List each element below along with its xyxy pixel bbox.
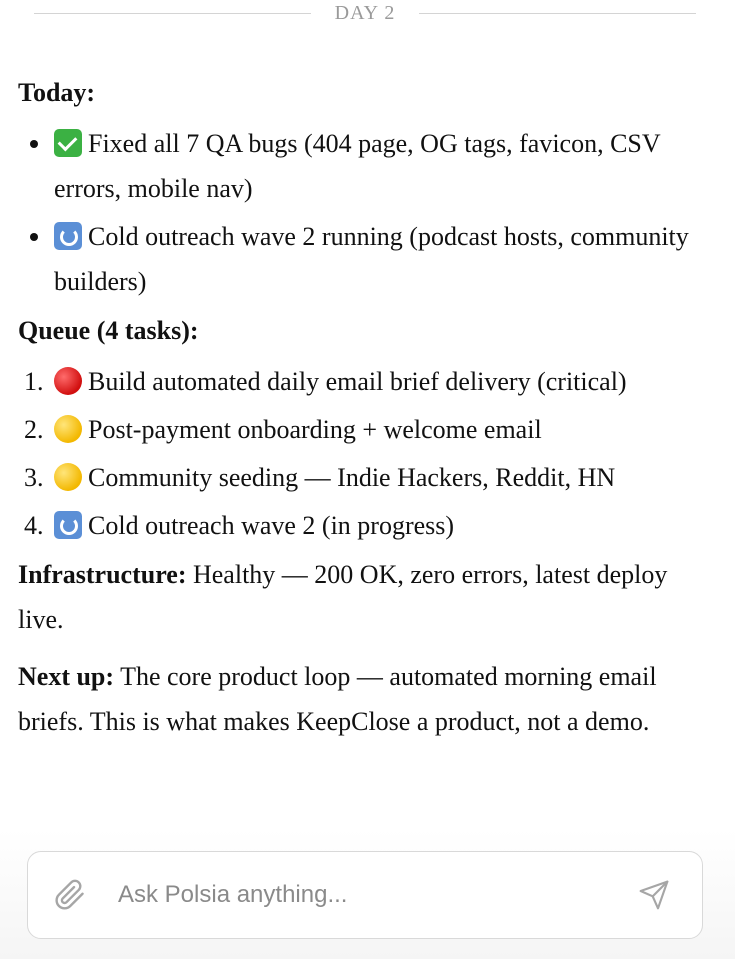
queue-item-number: 3. — [24, 463, 44, 492]
divider-line-left — [34, 13, 311, 14]
today-heading: Today: — [18, 78, 96, 107]
queue-item-number: 4. — [24, 511, 44, 540]
send-icon — [638, 879, 670, 911]
chat-composer — [27, 851, 703, 939]
list-item — [18, 407, 718, 452]
paperclip-icon — [54, 878, 86, 912]
list-item — [18, 359, 718, 404]
divider-line-right — [419, 13, 696, 14]
list-item — [18, 503, 718, 548]
infrastructure-label: Infrastructure: — [18, 560, 187, 589]
queue-item-text: Community seeding — Indie Hackers, Reddit, HN — [88, 463, 616, 492]
queue-item-text: Post-payment onboarding + welcome email — [88, 415, 542, 444]
attach-button[interactable] — [50, 875, 90, 915]
cycle-arrows-icon — [54, 222, 82, 250]
day-label: DAY 2 — [334, 2, 396, 24]
chat-input[interactable] — [116, 874, 634, 916]
check-mark-icon — [54, 129, 82, 157]
next-up-label: Next up: — [18, 662, 115, 691]
send-button[interactable] — [634, 875, 674, 915]
infrastructure-text: Healthy — 200 OK, zero errors, latest deploy live. — [18, 560, 668, 634]
queue-item-number: 1. — [24, 367, 44, 396]
assistant-message — [18, 70, 718, 756]
next-up-text: The core product loop — automated morning email briefs. This is what makes KeepClose a product, not a demo. — [18, 662, 657, 736]
yellow-circle-icon — [54, 415, 82, 443]
queue-item-number: 2. — [24, 415, 44, 444]
list-item — [18, 121, 718, 211]
queue-heading: Queue (4 tasks): — [18, 316, 199, 345]
list-item — [18, 214, 718, 304]
list-item — [18, 455, 718, 500]
yellow-circle-icon — [54, 463, 82, 491]
today-item-text: Fixed all 7 QA bugs (404 page, OG tags, favicon, CSV errors, mobile nav) — [54, 129, 661, 203]
infrastructure-paragraph — [18, 552, 718, 642]
queue-item-text: Cold outreach wave 2 (in progress) — [88, 511, 455, 540]
queue-item-text: Build automated daily email brief delivery (critical) — [88, 367, 627, 396]
queue-list — [18, 359, 718, 548]
day-divider — [34, 0, 696, 26]
cycle-arrows-icon — [54, 511, 82, 539]
red-circle-icon — [54, 367, 82, 395]
today-list — [18, 121, 718, 304]
next-up-paragraph — [18, 654, 718, 744]
today-item-text: Cold outreach wave 2 running (podcast hosts, community builders) — [54, 222, 689, 296]
